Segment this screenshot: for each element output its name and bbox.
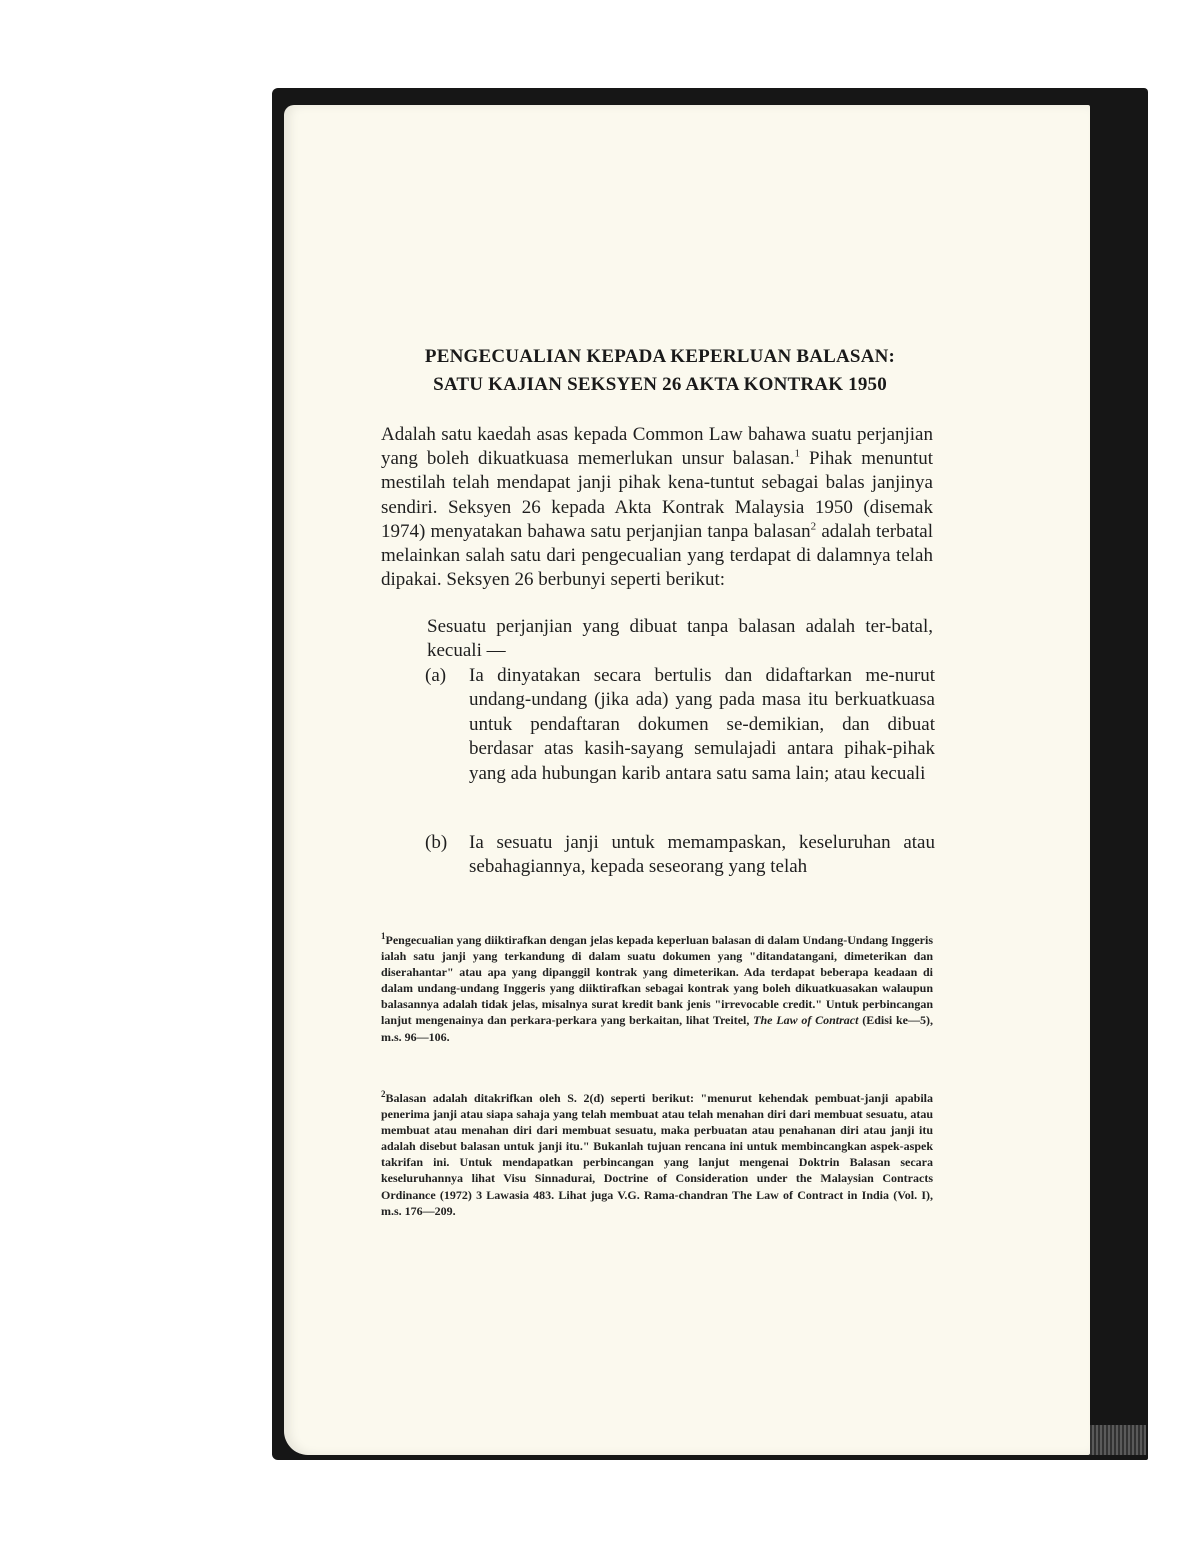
footnote-1: [381, 932, 933, 1045]
intro-text-part-1: Adalah satu kaedah asas kepada Common Law bahawa suatu perjanjian yang boleh dikuatkuasa memerlukan unsur balasan.: [381, 424, 933, 470]
footnote-italic-title: The Law of Contract: [753, 1013, 859, 1028]
footnote-text: Balasan adalah ditakrifkan oleh S. 2(d) seperti berikut: "menurut kehendak pembuat-janji apabila penerima janji atau siapa sahaja yang telah membuat atau telah menahan diri dari membuat sesuatu, atau membuat atau menahan diri dari membuat sesuatu, maka perbuatan atau penahanan diri atau janji itu adalah disebut balasan untuk janji itu." Bukanlah tujuan rencana ini untuk membincangkan aspek-aspek takrifan ini. Untuk mendapatkan perbincangan yang lanjut mengenai Doktrin Balasan secara keseluruhannya lihat Visu Sinnadurai, Doctrine of Consideration under the Malaysian Contracts Ordinance (1972) 3 Lawasia 483. Lihat juga V.G. Rama-chandran The Law of Contract in India (Vol. I), m.s. 176—209.: [381, 1091, 933, 1218]
quoted-section-lead-text: Sesuatu perjanjian yang dibuat tanpa balasan adalah ter-batal, kecuali —: [427, 616, 933, 662]
item-text: Ia sesuatu janji untuk memampaskan, keseluruhan atau sebahagiannya, kepada seseorang yang telah: [469, 832, 935, 878]
footnote-text: Pengecualian yang diiktirafkan dengan jelas kepada keperluan balasan di dalam Undang-Undang Inggeris ialah satu janji yang terkandung di dalam suatu dokumen yang "ditandatangani, dimeterikan dan diserahantar" atau apa yang dipanggil kontrak yang dimeterikan. Ada terdapat beberapa keadaan di dalam undang-undang Inggeris yang diiktirafkan sebagai kontrak yang boleh dikuatkuasakan walaupun balasannya adalah tidak jelas, misalnya surat kredit bank jenis "irrevocable credit." Untuk perbincangan lanjut mengenainya dan perkara-perkara yang berkaitan, lihat Treitel,: [381, 933, 933, 1028]
article-title-line-2: SATU KAJIAN SEKSYEN 26 AKTA KONTRAK 1950: [433, 374, 887, 395]
footnote-mark: 1: [381, 931, 386, 941]
item-label: (b): [425, 832, 448, 853]
quoted-item-a: [425, 664, 935, 786]
footnote-2: [381, 1090, 933, 1219]
item-text: Ia dinyatakan secara bertulis dan didaftarkan me-nurut undang-undang (jika ada) yang pada masa itu berkuatkuasa untuk pendaftaran dokumen se-demikian, dan dibuat berdasar atas kasih-sayang semulajadi antara pihak-pihak yang ada hubungan karib antara satu sama lain; atau kecuali: [469, 665, 935, 784]
intro-text-part-2: Pihak menuntut mestilah telah mendapat janji pihak kena-tuntut sebagai balas janjinya sendiri. Seksyen 26 kepada Akta Kontrak Malaysia 1950 (disemak 1974) menyatakan bahawa satu perjanjian tanpa balasan: [381, 448, 933, 542]
footnote-text-end: (Edisi ke—5), m.s. 96—106.: [381, 1013, 933, 1044]
quoted-section-lead: [427, 615, 933, 664]
item-label: (a): [425, 665, 447, 686]
article-title-line-1: PENGECUALIAN KEPADA KEPERLUAN BALASAN:: [424, 346, 896, 367]
footnote-ref-2: 2: [810, 520, 817, 533]
intro-paragraph: [381, 423, 933, 592]
footnote-mark: 2: [381, 1089, 386, 1099]
footnote-ref-1: 1: [794, 447, 801, 460]
page-edges: [1090, 1425, 1146, 1455]
intro-text-part-3: adalah terbatal melainkan salah satu dari pengecualian yang terdapat di dalamnya telah dipakai. Seksyen 26 berbunyi seperti berikut:: [381, 520, 933, 591]
quoted-item-b: [425, 831, 935, 880]
